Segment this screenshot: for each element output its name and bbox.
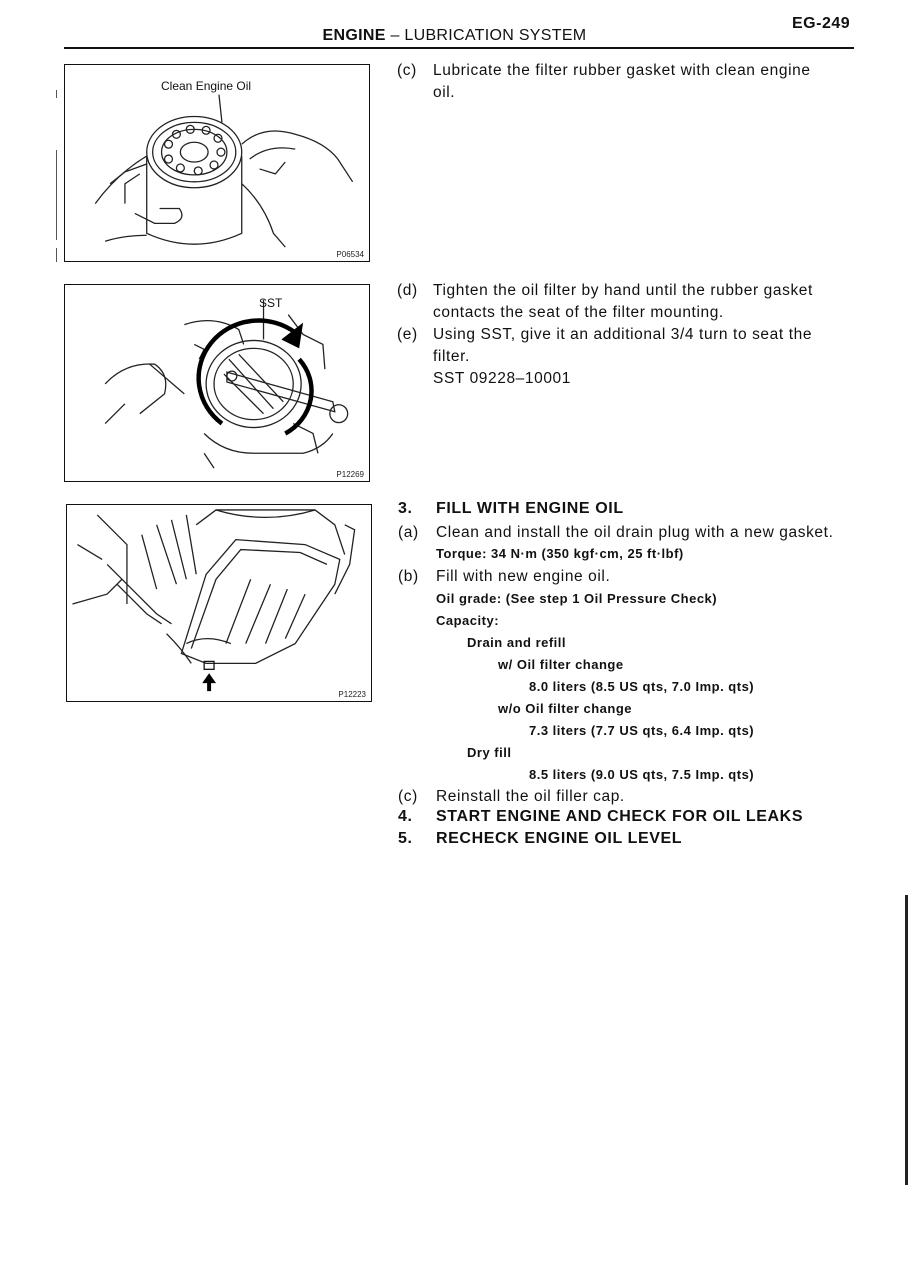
page-number: EG-249 — [792, 15, 851, 32]
margin-mark — [56, 150, 57, 240]
figure-caption: SST — [259, 296, 283, 310]
step-number: 4. — [398, 808, 413, 825]
header-rule — [64, 47, 854, 49]
step-title: START ENGINE AND CHECK FOR OIL LEAKS — [436, 808, 804, 825]
figure-code: P12223 — [338, 690, 366, 699]
margin-mark — [56, 248, 57, 262]
dry-fill-capacity: 8.5 liters (9.0 US qts, 7.5 Imp. qts) — [529, 767, 755, 782]
step-title: FILL WITH ENGINE OIL — [436, 500, 624, 517]
substep-text: Fill with new engine oil. — [436, 568, 611, 585]
figure-caption: Clean Engine Oil — [161, 79, 252, 93]
filter-gasket-illustration — [65, 65, 369, 261]
section-main: ENGINE — [322, 27, 386, 44]
margin-mark — [56, 90, 57, 98]
figure-oil-pan — [66, 504, 372, 702]
step-text-line: Tighten the oil filter by hand until the rubber gasket — [433, 282, 813, 299]
substep-label: (c) — [398, 788, 418, 805]
figure-code: P06534 — [336, 250, 364, 259]
with-filter-capacity: 8.0 liters (8.5 US qts, 7.0 Imp. qts) — [529, 679, 755, 694]
capacity-label: Capacity: — [436, 613, 500, 628]
without-filter-label: w/o Oil filter change — [498, 701, 633, 716]
figure-filter-gasket — [64, 64, 370, 262]
step-text-line: filter. — [433, 348, 470, 365]
step-text-line: Using SST, give it an additional 3/4 turn to seat the — [433, 326, 813, 343]
with-filter-label: w/ Oil filter change — [498, 657, 624, 672]
step-4-start-engine — [398, 808, 868, 830]
oil-grade: Oil grade: (See step 1 Oil Pressure Check) — [436, 591, 718, 606]
figure-sst-wrench — [64, 284, 370, 482]
step-text-line: contacts the seat of the filter mounting. — [433, 304, 724, 321]
step-heading — [398, 500, 868, 522]
section-title — [0, 27, 909, 45]
substep-label: (b) — [398, 568, 419, 585]
dry-fill-label: Dry fill — [467, 745, 512, 760]
step-title: RECHECK ENGINE OIL LEVEL — [436, 830, 683, 847]
torque-spec: Torque: 34 N·m (350 kgf·cm, 25 ft·lbf) — [436, 546, 684, 561]
substep-text: Clean and install the oil drain plug with a new gasket. — [436, 524, 834, 541]
oil-pan-illustration — [67, 505, 371, 701]
step-label: (e) — [397, 326, 418, 343]
substep-text: Reinstall the oil filler cap. — [436, 788, 625, 805]
without-filter-capacity: 7.3 liters (7.7 US qts, 6.4 Imp. qts) — [529, 723, 755, 738]
step-d-tighten — [397, 280, 867, 324]
step-number: 3. — [398, 500, 413, 517]
step-label: (c) — [397, 62, 417, 79]
figure-code: P12269 — [336, 470, 364, 479]
substep-c — [398, 786, 868, 808]
step-text-line: Lubricate the filter rubber gasket with clean engine — [433, 62, 811, 79]
substep-b — [398, 566, 868, 588]
drain-refill-label: Drain and refill — [467, 635, 567, 650]
section-sub: LUBRICATION SYSTEM — [404, 27, 587, 44]
step-number: 5. — [398, 830, 413, 847]
scan-edge-mark — [905, 895, 908, 1185]
step-5-recheck-oil — [398, 830, 868, 852]
section-separator: – — [385, 27, 405, 44]
step-text-line: oil. — [433, 84, 456, 101]
step-c-lubricate — [397, 60, 867, 104]
sst-part-number: SST 09228–10001 — [433, 370, 571, 387]
step-3-fill-engine-oil — [398, 500, 868, 852]
step-label: (d) — [397, 282, 418, 299]
step-e-sst — [397, 324, 867, 390]
sst-wrench-illustration — [65, 285, 369, 481]
substep-a — [398, 522, 868, 544]
substep-label: (a) — [398, 524, 419, 541]
